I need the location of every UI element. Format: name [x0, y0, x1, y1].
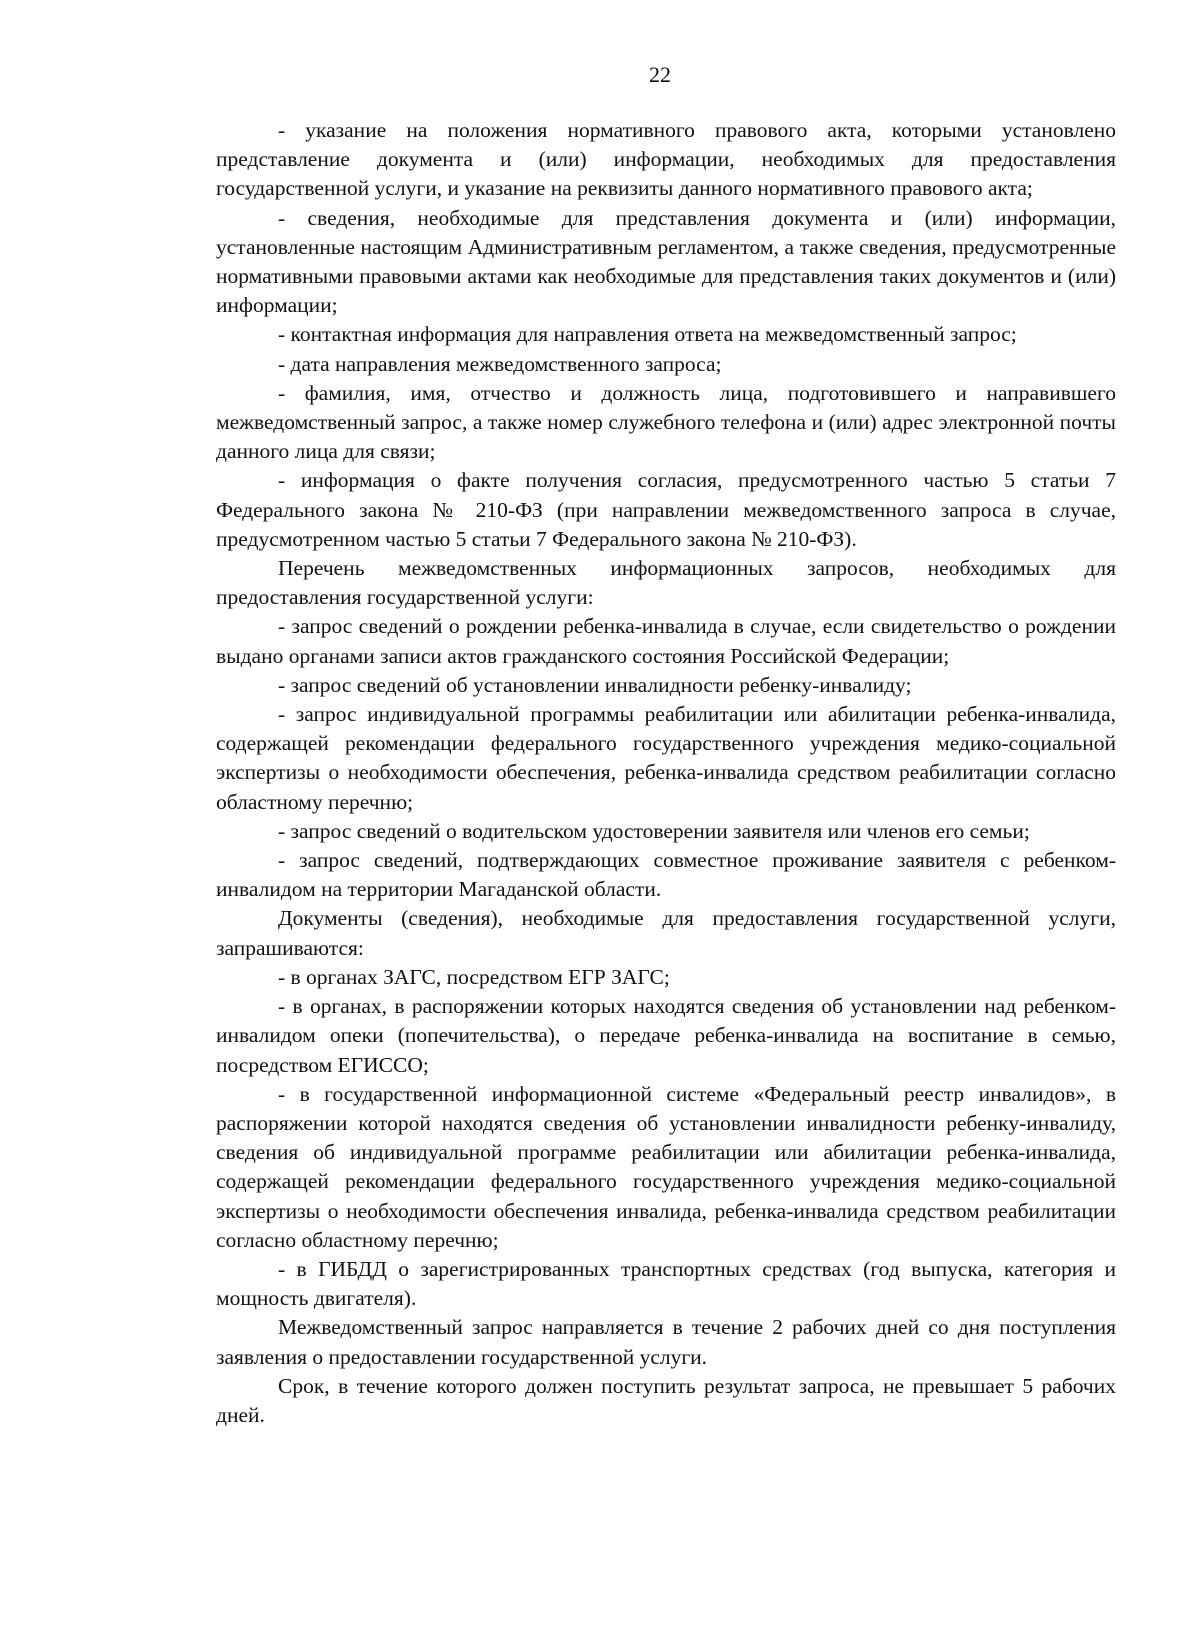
paragraph: - запрос сведений, подтверждающих совместное проживание заявителя с ребенком-инвалидом на территории Магаданской области. — [216, 848, 1116, 902]
document-body — [216, 116, 1116, 1430]
paragraph: - в органах ЗАГС, посредством ЕГР ЗАГС; — [278, 964, 670, 989]
paragraph: - фамилия, имя, отчество и должность лица, подготовившего и направившего межведомственный запрос, а также номер служебного телефона и (или) адрес электронной почты данного лица для связи; — [216, 380, 1116, 464]
paragraph: - запрос индивидуальной программы реабилитации или абилитации ребенка-инвалида, содержащей рекомендации федерального государственного учреждения медико-социальной экспертизы о необходимости обеспечения, ребенка-инвалида средством реабилитации согласно областному перечню; — [216, 702, 1116, 814]
paragraph: - контактная информация для направления ответа на межведомственный запрос; — [278, 322, 1017, 347]
paragraph: - сведения, необходимые для представления документа и (или) информации, установленные настоящим Административным регламентом, а также сведения, предусмотренные нормативными правовыми актами как необходимые для представления таких документов и (или) информации; — [216, 205, 1116, 318]
paragraph: - информация о факте получения согласия, предусмотренного частью 5 статьи 7 Федерального закона № 210-ФЗ (при направлении межведомственного запроса в случае, предусмотренном частью 5 статьи 7 Федерального закона № 210-ФЗ). — [216, 468, 1116, 551]
paragraph: - указание на положения нормативного правового акта, которыми установлено представление документа и (или) информации, необходимых для предоставления государственной услуги, и указание на реквизиты данного нормативного правового акта; — [216, 118, 1116, 201]
paragraph: Перечень межведомственных информационных запросов, необходимых для предоставления государственной услуги: — [216, 556, 1116, 610]
paragraph: Документы (сведения), необходимые для предоставления государственной услуги, запрашиваются: — [216, 906, 1116, 960]
paragraph: Срок, в течение которого должен поступить результат запроса, не превышает 5 рабочих дней. — [216, 1373, 1116, 1427]
paragraph: - запрос сведений об установлении инвалидности ребенку-инвалиду; — [278, 672, 912, 697]
paragraph: - в государственной информационной системе «Федеральный реестр инвалидов», в распоряжении которой находятся сведения об установлении инвалидности ребенку-инвалиду, сведения об индивидуальной программе реабилитации или абилитации ребенка-инвалида, содержащей рекомендации федерального государственного учреждения медико-социальной экспертизы о необходимости обеспечения инвалида, ребенка-инвалида средством реабилитации согласно областному перечню; — [216, 1081, 1116, 1252]
paragraph: - запрос сведений о рождении ребенка-инвалида в случае, если свидетельство о рождении выдано органами записи актов гражданского состояния Российской Федерации; — [216, 614, 1116, 668]
paragraph: - запрос сведений о водительском удостоверении заявителя или членов его семьи; — [278, 818, 1030, 843]
page-number: 22 — [649, 62, 671, 87]
paragraph: - в ГИБДД о зарегистрированных транспортных средствах (год выпуска, категория и мощность двигателя). — [216, 1256, 1116, 1311]
paragraph: - в органах, в распоряжении которых находятся сведения об установлении над ребенком-инвалидом опеки (попечительства), о передаче ребенка-инвалида на воспитание в семью, посредством ЕГИССО; — [216, 994, 1116, 1077]
paragraph: Межведомственный запрос направляется в течение 2 рабочих дней со дня поступления заявления о предоставлении государственной услуги. — [216, 1315, 1116, 1369]
paragraph: - дата направления межведомственного запроса; — [278, 351, 722, 376]
